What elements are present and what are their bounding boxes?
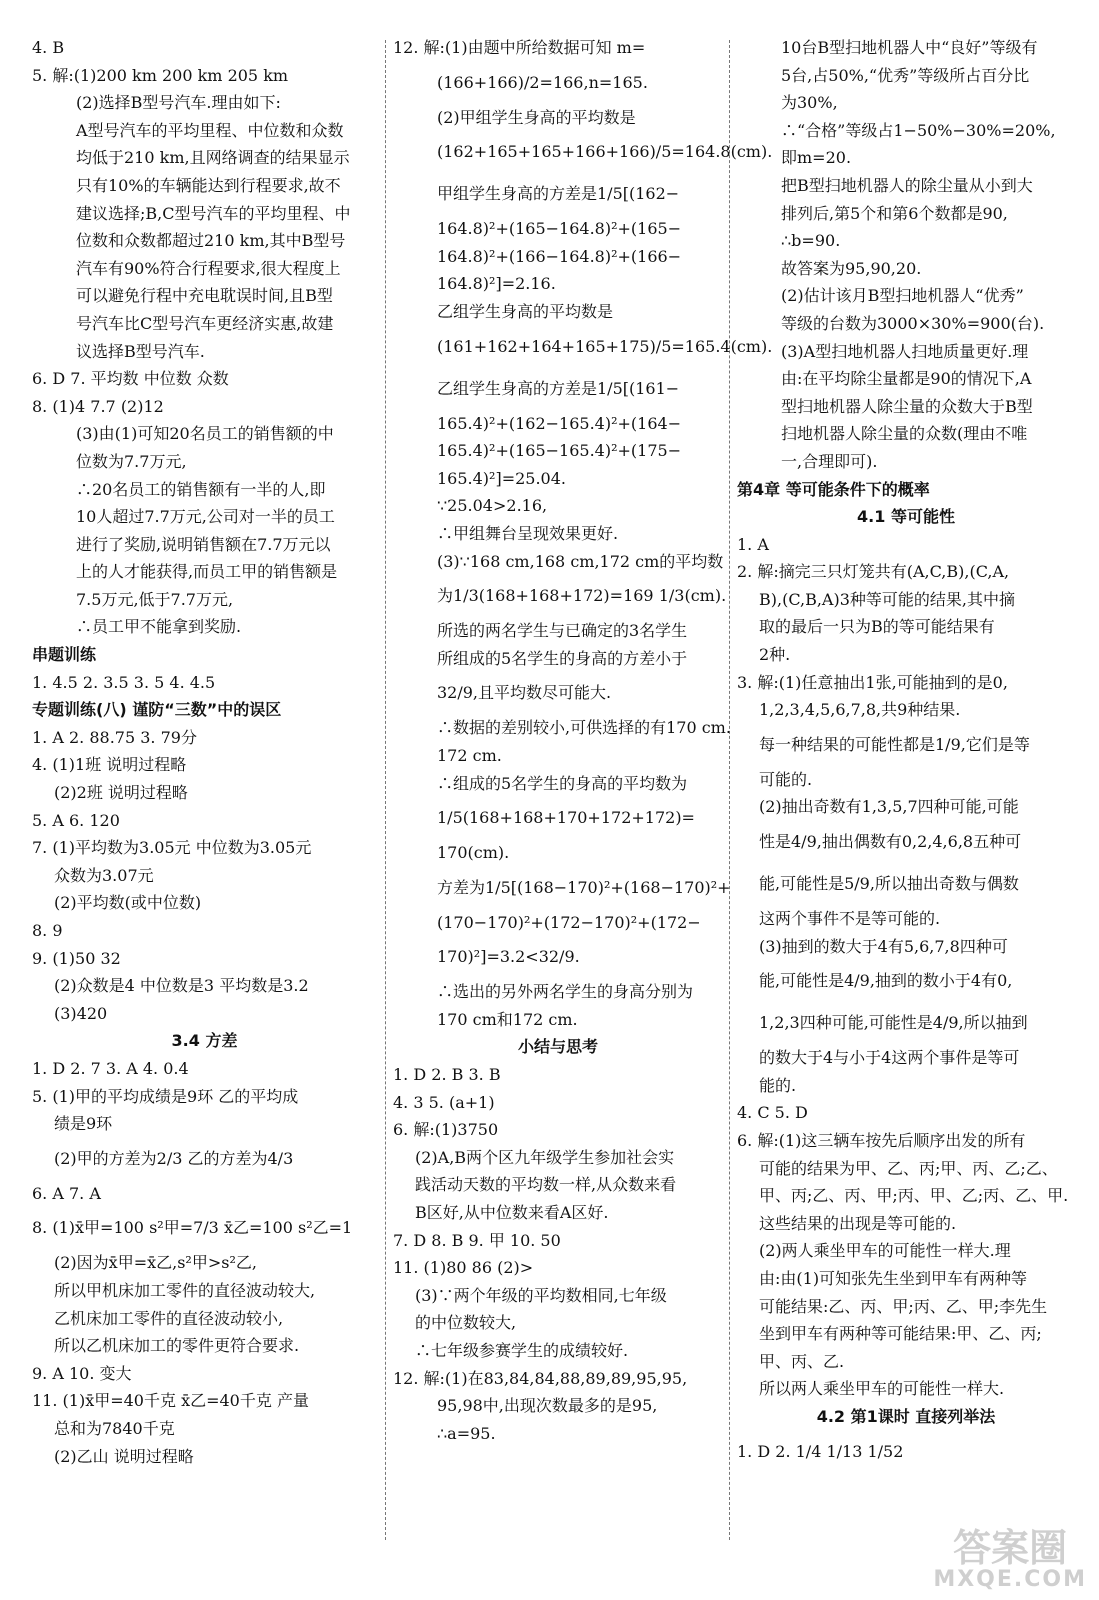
column-divider-left	[385, 40, 386, 1540]
answer-line: 6. D 7. 平均数 中位数 众数	[32, 369, 229, 389]
answer-line: 165.4)²]=25.04.	[437, 468, 566, 488]
answer-line: (2)众数是4 中位数是3 平均数是3.2	[54, 976, 309, 996]
answer-line: 位数和众数都超过210 km,其中B型号	[76, 231, 346, 251]
answer-line: 这两个事件不是等可能的.	[759, 909, 941, 929]
watermark-text: 答案圈	[953, 1526, 1068, 1570]
answer-line: 10台B型扫地机器人中“良好”等级有	[781, 38, 1038, 57]
answer-line: 的数大于4与小于4这两个事件是等可	[759, 1048, 1020, 1068]
answer-line: 2种.	[759, 645, 791, 665]
answer-line: 坐到甲车有两种等可能结果:甲、乙、丙;	[759, 1324, 1042, 1344]
answer-line: 所以两人乘坐甲车的可能性一样大.	[759, 1379, 1005, 1399]
answer-line: 12. 解:(1)由题中所给数据可知 m=	[393, 38, 646, 57]
section-heading: 4.1 等可能性	[857, 507, 955, 527]
answer-line: 位数为7.7万元,	[76, 451, 187, 471]
answer-line: 1. A	[737, 534, 769, 554]
answer-line: ∴员工甲不能拿到奖励.	[76, 617, 242, 637]
answer-line: (161+162+164+165+175)/5=165.4(cm).	[437, 336, 773, 356]
answer-column-left	[32, 34, 377, 1470]
answer-line: 1,2,3四种可能,可能性是4/9,所以抽到	[759, 1013, 1028, 1033]
section-heading: 串题训练	[32, 645, 97, 665]
answer-column-right	[737, 34, 1075, 1473]
answer-line: 5. (1)甲的平均成绩是9环 乙的平均成	[32, 1086, 299, 1106]
answer-line: 170)²]=3.2<32/9.	[437, 947, 580, 967]
answer-line: 170 cm和172 cm.	[437, 1009, 578, 1029]
answer-line: 能,可能性是5/9,所以抽出奇数与偶数	[759, 874, 1019, 894]
answer-line: 11. (1)x̄甲=40千克 x̄乙=40千克 产量	[32, 1391, 309, 1411]
answer-line: 9. A 10. 变大	[32, 1363, 132, 1383]
answer-line: 把B型扫地机器人的除尘量从小到大	[781, 175, 1033, 195]
answer-line: 3. 解:(1)任意抽出1张,可能抽到的是0,	[737, 672, 1008, 692]
answer-line: 议选择B型号汽车.	[76, 341, 205, 361]
answer-line: (2)平均数(或中位数)	[54, 893, 202, 913]
watermark-url: MXQE.COM	[933, 1567, 1087, 1592]
answer-line: 践活动天数的平均数一样,从众数来看	[415, 1175, 677, 1195]
answer-line: 均低于210 km,且网络调查的结果显示	[76, 148, 350, 168]
answer-line: 每一种结果的可能性都是1/9,它们是等	[759, 734, 1030, 754]
answer-line: 1. A 2. 88.75 3. 79分	[32, 727, 197, 747]
answer-line: 4. C 5. D	[737, 1103, 808, 1123]
answer-line: 乙组学生身高的平均数是	[437, 301, 614, 321]
answer-line: 4. (1)1班 说明过程略	[32, 755, 187, 775]
answer-line: 2. 解:摘完三只灯笼共有(A,C,B),(C,A,	[737, 562, 1010, 582]
answer-line: (2)甲的方差为2/3 乙的方差为4/3	[54, 1148, 294, 1168]
section-heading: 小结与思考	[517, 1037, 598, 1057]
answer-line: 甲、丙;乙、丙、甲;丙、甲、乙;丙、乙、甲.	[759, 1186, 1069, 1206]
answer-line: 的中位数较大,	[415, 1313, 517, 1333]
answer-line: 164.8)²]=2.16.	[437, 274, 556, 294]
answer-line: 能,可能性是4/9,抽到的数小于4有0,	[759, 971, 1013, 991]
answer-line: 建议选择;B,C型号汽车的平均里程、中	[76, 203, 351, 223]
answer-line: 10人超过7.7万元,公司对一半的员工	[76, 507, 335, 527]
answer-line: 1. D 2. 1/4 1/13 1/52	[737, 1441, 904, 1461]
answer-line: 165.4)²+(162−165.4)²+(164−	[437, 413, 682, 433]
answer-line: 乙组学生身高的方差是1/5[(161−	[437, 378, 680, 398]
answer-line: 故答案为95,90,20.	[781, 258, 922, 278]
answer-line: 32/9,且平均数尽可能大.	[437, 683, 612, 703]
answer-line: (2)因为x̄甲=x̄乙,s²甲>s²乙,	[54, 1253, 257, 1273]
answer-line: 170(cm).	[437, 843, 510, 863]
section-heading: 3.4 方差	[171, 1031, 238, 1051]
watermark-logo	[933, 1528, 1087, 1592]
answer-line: 所以乙机床加工的零件更符合要求.	[54, 1336, 300, 1356]
section-heading: 4.2 第1课时 直接列举法	[816, 1406, 996, 1426]
answer-line: ∴选出的另外两名学生的身高分别为	[437, 982, 694, 1002]
answer-line: (2)2班 说明过程略	[54, 783, 188, 803]
answer-line: (2)A,B两个区九年级学生参加社会实	[415, 1147, 675, 1167]
answer-line: 取的最后一只为B的等可能结果有	[759, 617, 995, 637]
answer-line: 1/5(168+168+170+172+172)=	[437, 808, 695, 828]
answer-line: 165.4)²+(165−165.4)²+(175−	[437, 441, 682, 461]
answer-line: 8. (1)4 7.7 (2)12	[32, 396, 164, 416]
answer-line: 等级的台数为3000×30%=900(台).	[781, 313, 1045, 333]
answer-line: 甲组学生身高的方差是1/5[(162−	[437, 184, 680, 204]
answer-line: (2)乙山 说明过程略	[54, 1446, 194, 1466]
answer-line: 型扫地机器人除尘量的众数大于B型	[781, 396, 1033, 416]
section-heading: 第4章 等可能条件下的概率	[737, 479, 930, 499]
answer-line: 9. (1)50 32	[32, 948, 121, 968]
answer-line: 排列后,第5个和第6个数都是90,	[781, 203, 1008, 223]
answer-line: (2)选择B型号汽车.理由如下:	[76, 93, 281, 113]
answer-line: 汽车有90%符合行程要求,很大程度上	[76, 258, 341, 278]
answer-line: 为1/3(168+168+172)=169 1/3(cm).	[437, 586, 727, 606]
answer-line: 7.5万元,低于7.7万元,	[76, 589, 234, 609]
answer-line: 可能结果:乙、丙、甲;丙、乙、甲;李先生	[759, 1296, 1048, 1316]
answer-line: 4. 3 5. (a+1)	[393, 1092, 495, 1112]
answer-line: 上的人才能获得,而员工甲的销售额是	[76, 562, 338, 582]
answer-line: 1,2,3,4,5,6,7,8,共9种结果.	[759, 700, 961, 720]
answer-line: 号汽车比C型号汽车更经济实惠,故建	[76, 313, 334, 333]
answer-line: 可能的.	[759, 769, 813, 789]
answer-line: 5. A 6. 120	[32, 810, 120, 830]
answer-line: 众数为3.07元	[54, 865, 154, 885]
answer-line: 所选的两名学生与已确定的3名学生	[437, 621, 688, 641]
answer-line: (2)甲组学生身高的平均数是	[437, 107, 636, 127]
answer-line: 12. 解:(1)在83,84,84,88,89,89,95,95,	[393, 1368, 688, 1388]
column-divider-right	[729, 40, 730, 1540]
answer-line: (166+166)/2=166,n=165.	[437, 72, 648, 92]
answer-line: 8. 9	[32, 921, 63, 940]
answer-line: (3)∵两个年级的平均数相同,七年级	[415, 1285, 667, 1305]
answer-line: 方差为1/5[(168−170)²+(168−170)²+	[437, 877, 731, 897]
answer-line: 为30%,	[781, 93, 838, 113]
answer-line: B),(C,B,A)3种等可能的结果,其中摘	[759, 589, 1015, 609]
answer-line: 即m=20.	[781, 148, 852, 168]
answer-line: (2)抽出奇数有1,3,5,7四种可能,可能	[759, 797, 1019, 817]
answer-line: 6. 解:(1)3750	[393, 1120, 499, 1140]
answer-line: 可以避免行程中充电耽误时间,且B型	[76, 286, 333, 306]
answer-line: 5. 解:(1)200 km 200 km 205 km	[32, 65, 289, 85]
answer-line: 1. D 2. B 3. B	[393, 1065, 501, 1085]
answer-line: 7. D 8. B 9. 甲 10. 50	[393, 1230, 561, 1250]
answer-line: 164.8)²+(166−164.8)²+(166−	[437, 246, 682, 266]
answer-line: (2)估计该月B型扫地机器人“优秀”	[781, 286, 1024, 306]
answer-line: 5台,占50%,“优秀”等级所占百分比	[781, 65, 1030, 85]
answer-line: (3)420	[54, 1003, 108, 1023]
answer-line: (3)A型扫地机器人扫地质量更好.理	[781, 341, 1029, 361]
answer-line: 一,合理即可).	[781, 451, 878, 471]
answer-line: 扫地机器人除尘量的众数(理由不唯	[781, 424, 1028, 444]
answer-line: ∴b=90.	[781, 231, 841, 251]
answer-line: 由:在平均除尘量都是90的情况下,A	[781, 369, 1032, 389]
answer-line: 甲、丙、乙.	[759, 1351, 845, 1371]
answer-line: 所组成的5名学生的身高的方差小于	[437, 648, 688, 668]
answer-line: 由:由(1)可知张先生坐到甲车有两种等	[759, 1268, 1028, 1288]
answer-line: (3)∵168 cm,168 cm,172 cm的平均数	[437, 551, 724, 571]
answer-line: 性是4/9,抽出偶数有0,2,4,6,8五种可	[759, 832, 1022, 852]
answer-line: 164.8)²+(165−164.8)²+(165−	[437, 219, 682, 239]
answer-line: ∴七年级参赛学生的成绩较好.	[415, 1341, 629, 1360]
answer-line: 总和为7840千克	[54, 1418, 175, 1438]
answer-line: 绩是9环	[54, 1114, 113, 1134]
answer-line: 可能的结果为甲、乙、丙;甲、丙、乙;乙、	[759, 1158, 1058, 1178]
answer-line: 7. (1)平均数为3.05元 中位数为3.05元	[32, 838, 312, 858]
answer-line: 进行了奖励,说明销售额在7.7万元以	[76, 534, 331, 554]
answer-line: 只有10%的车辆能达到行程要求,故不	[76, 175, 341, 195]
answer-line: ∴甲组舞台呈现效果更好.	[437, 523, 619, 543]
answer-line: (3)由(1)可知20名员工的销售额的中	[76, 424, 334, 444]
answer-line: ∴20名员工的销售额有一半的人,即	[76, 479, 326, 499]
answer-line: 11. (1)80 86 (2)>	[393, 1258, 534, 1278]
answer-line: A型号汽车的平均里程、中位数和众数	[76, 120, 344, 140]
answer-line: ∴a=95.	[437, 1423, 496, 1443]
answer-line: 95,98中,出现次数最多的是95,	[437, 1396, 658, 1416]
answer-line: 6. 解:(1)这三辆车按先后顺序出发的所有	[737, 1131, 1026, 1150]
answer-line: (2)两人乘坐甲车的可能性一样大.理	[759, 1241, 1011, 1261]
answer-line: (162+165+165+166+166)/5=164.8(cm).	[437, 142, 773, 162]
answer-line: B区好,从中位数来看A区好.	[415, 1203, 609, 1223]
answer-line: 172 cm.	[437, 745, 502, 765]
answer-line: 能的.	[759, 1075, 797, 1095]
answer-line: (3)抽到的数大于4有5,6,7,8四种可	[759, 936, 1008, 956]
answer-line: ∴组成的5名学生的身高的平均数为	[437, 773, 688, 793]
answer-line: 1. D 2. 7 3. A 4. 0.4	[32, 1058, 189, 1078]
answer-line: 这些结果的出现是等可能的.	[759, 1213, 957, 1233]
answer-line: (170−170)²+(172−170)²+(172−	[437, 912, 701, 932]
answer-line: ∴数据的差别较小,可供选择的有170 cm.	[437, 718, 731, 738]
section-heading: 专题训练(八) 谨防“三数”中的误区	[32, 700, 282, 720]
answer-line: ∴“合格”等级占1−50%−30%=20%,	[781, 120, 1056, 140]
answer-line: 乙机床加工零件的直径波动较小,	[54, 1308, 284, 1328]
answer-line: 8. (1)x̄甲=100 s²甲=7/3 x̄乙=100 s²乙=1	[32, 1218, 353, 1238]
answer-line: 6. A 7. A	[32, 1183, 101, 1203]
answer-line: 所以甲机床加工零件的直径波动较大,	[54, 1280, 316, 1300]
answer-line: 4. B	[32, 38, 65, 57]
answer-line: 1. 4.5 2. 3.5 3. 5 4. 4.5	[32, 672, 216, 692]
answer-line: ∵25.04>2.16,	[437, 496, 548, 516]
